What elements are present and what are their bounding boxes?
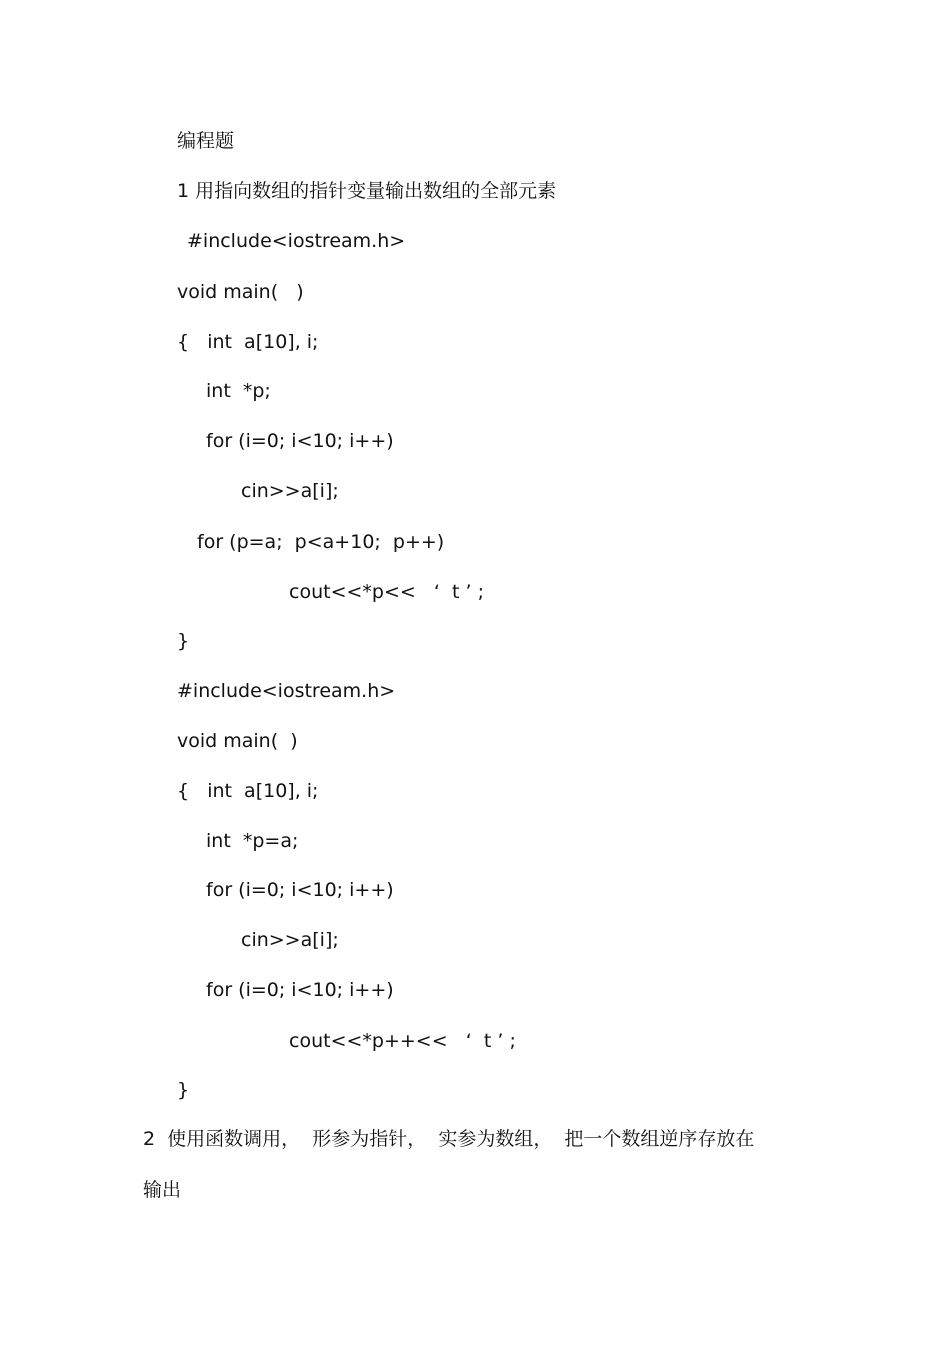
code-line-cin-2: cin>>a[i]; — [241, 929, 339, 951]
code-line-for-input-1: for (i=0; i<10; i++) — [206, 430, 394, 452]
code-line-for-output-2: for (i=0; i<10; i++) — [206, 979, 394, 1001]
code-line-main-2: void main( ) — [177, 730, 298, 752]
code-line-main-1: void main( ) — [177, 281, 304, 303]
question-1-text: 1 用指向数组的指针变量输出数组的全部元素 — [177, 180, 557, 202]
code-line-include-1: #include<iostream.h> — [187, 230, 406, 252]
code-line-for-output-1: for (p=a; p<a+10; p++) — [197, 531, 445, 553]
code-line-decl-1: { int a[10], i; — [177, 331, 319, 353]
code-line-pointer-decl-1: int *p; — [206, 380, 271, 402]
question-2-text-line-1: 2 使用函数调用， 形参为指针， 实参为数组， 把一个数组逆序存放在 — [143, 1128, 755, 1150]
code-line-cin-1: cin>>a[i]; — [241, 480, 339, 502]
code-line-include-2: #include<iostream.h> — [177, 680, 396, 702]
question-2-text-line-2: 输出 — [143, 1179, 182, 1201]
code-line-close-2: } — [177, 1079, 190, 1101]
code-line-for-input-2: for (i=0; i<10; i++) — [206, 879, 394, 901]
code-line-close-1: } — [177, 630, 190, 652]
code-line-pointer-decl-2: int *p=a; — [206, 830, 299, 852]
section-heading: 编程题 — [177, 130, 235, 152]
code-line-decl-2: { int a[10], i; — [177, 780, 319, 802]
code-line-cout-2: cout<<*p++<< ‘ t ’ ; — [289, 1030, 516, 1052]
code-line-cout-1: cout<<*p<< ‘ t ’ ; — [289, 581, 485, 603]
